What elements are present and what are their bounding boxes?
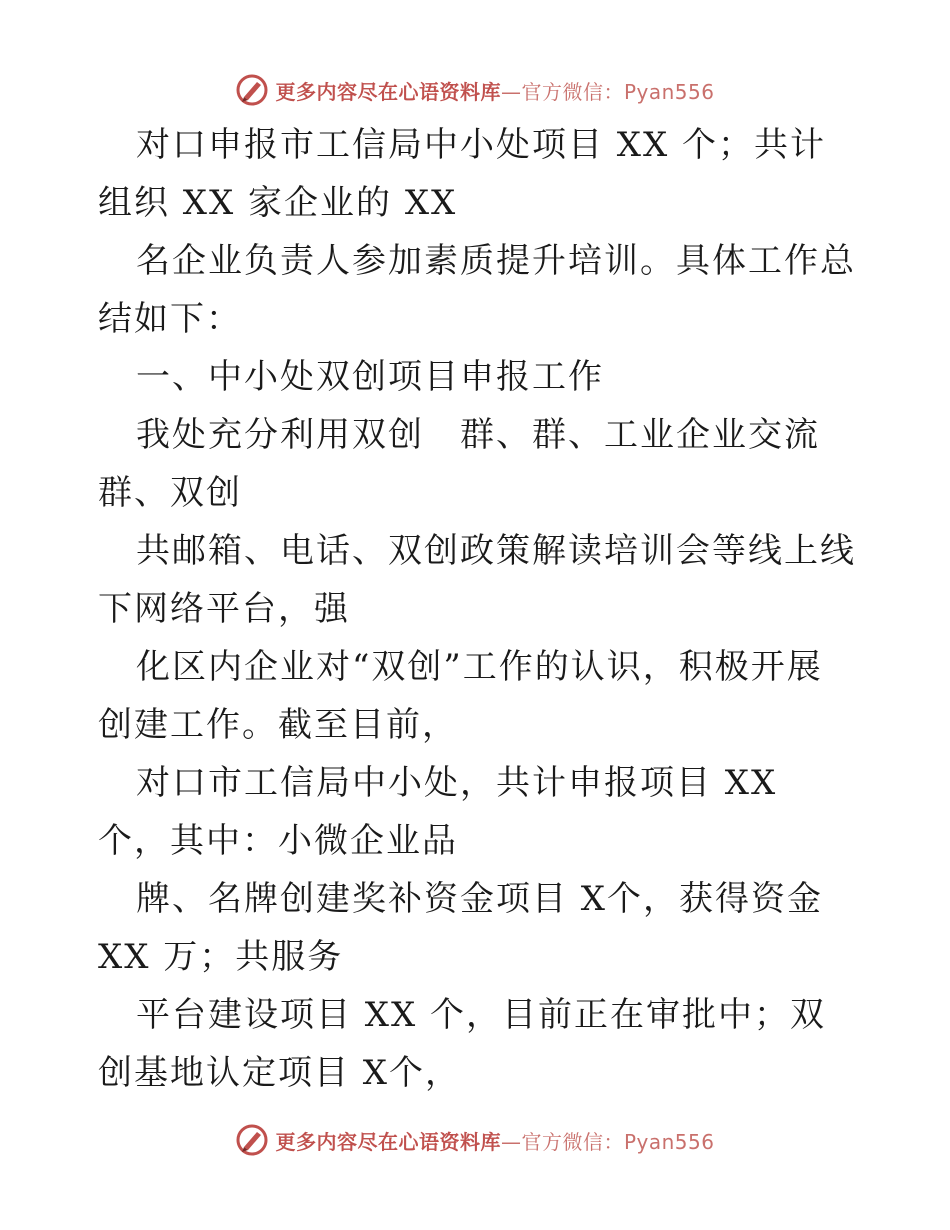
footer-watermark-main: 更多内容尽在心语资料库 — [275, 1129, 501, 1154]
pen-logo-icon — [235, 1123, 269, 1157]
footer-watermark-tail: —官方微信：Pyan556 — [500, 1129, 715, 1154]
paragraph: 共邮箱、电话、双创政策解读培训会等线上线下网络平台，强 — [98, 531, 856, 629]
header-watermark-tail: —官方微信：Pyan556 — [500, 79, 715, 104]
paragraph: 化区内企业对“双创”工作的认识，积极开展创建工作。截至目前， — [98, 647, 823, 745]
footer-watermark-text — [275, 1126, 714, 1155]
document-body — [98, 116, 858, 1102]
footer-watermark-inner — [235, 1123, 714, 1157]
paragraph: 平台建设项目 XX 个，目前正在审批中；双创基地认定项目 X个， — [98, 995, 827, 1093]
paragraph: 对口市工信局中小处，共计申报项目 XX 个，其中：小微企业品 — [98, 763, 778, 861]
header-watermark-inner — [235, 73, 714, 107]
paragraph: 名企业负责人参加素质提升培训。具体工作总结如下： — [98, 241, 856, 339]
header-watermark-banner — [0, 70, 950, 110]
header-watermark-text — [275, 76, 714, 105]
footer-watermark-banner — [0, 1120, 950, 1160]
header-watermark-main: 更多内容尽在心语资料库 — [275, 79, 501, 104]
paragraph: 对口申报市工信局中小处项目 XX 个；共计组织 XX 家企业的 XX — [98, 125, 827, 223]
section-heading: 一、中小处双创项目申报工作 — [136, 357, 604, 397]
paragraph: 我处充分利用双创 群、群、工业企业交流群、双创 — [98, 415, 820, 513]
pen-logo-icon — [235, 73, 269, 107]
paragraph: 牌、名牌创建奖补资金项目 X个，获得资金 XX 万；共服务 — [98, 879, 824, 977]
